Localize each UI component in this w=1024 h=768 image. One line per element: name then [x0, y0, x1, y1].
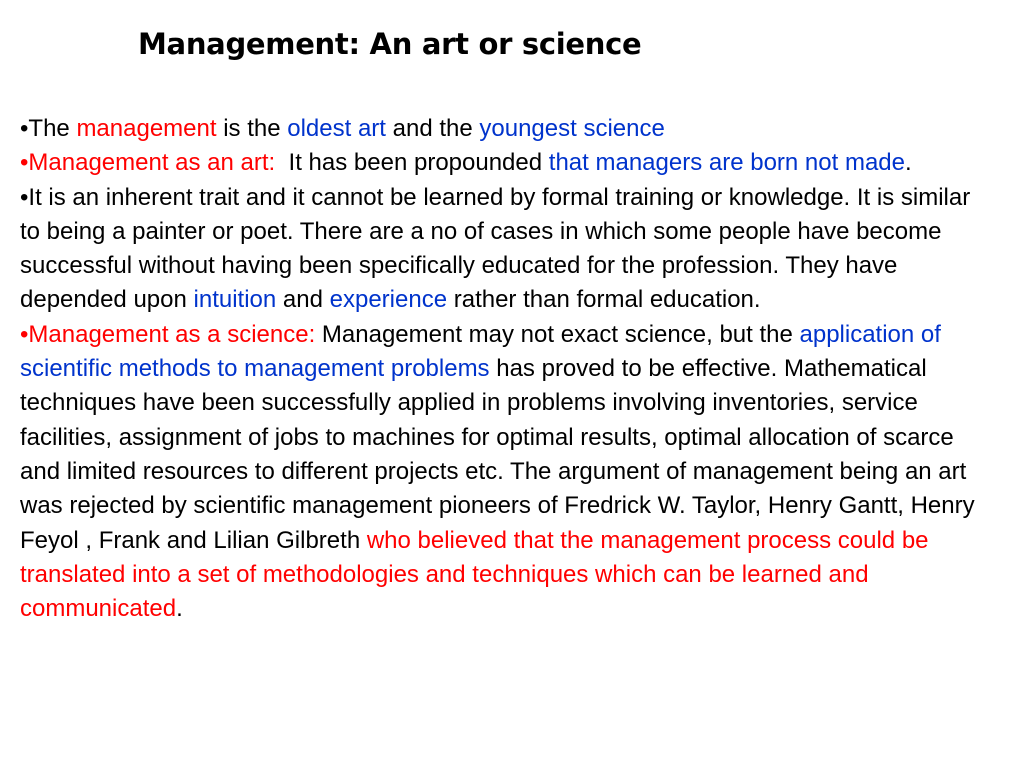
text-segment: It has been propounded: [275, 149, 549, 177]
emphasis-red: •Management as a science:: [20, 320, 316, 348]
text-segment: rather than formal education.: [447, 286, 761, 314]
bullet-oldest-art: [20, 112, 980, 146]
text-segment: is the: [216, 115, 288, 142]
text-segment: •The: [20, 115, 77, 142]
text-segment: .: [905, 149, 912, 177]
bullet-management-as-science: [20, 318, 980, 627]
emphasis-blue: oldest art: [287, 115, 386, 142]
bullet-inherent-trait: [20, 181, 980, 318]
text-segment: Management may not exact science, but the: [315, 320, 800, 348]
emphasis-blue: intuition: [193, 286, 277, 314]
text-segment: •It is an inherent trait and it cannot be learned by formal training or knowledge. It is similar to being a painter or poet. There are a no of cases in which some people have become successful without having been specifically educated for the profession. They have depended upon: [20, 183, 971, 314]
emphasis-red: •Management as an art:: [20, 149, 276, 177]
emphasis-blue: experience: [329, 286, 448, 314]
emphasis-blue: application of scientific methods to management problems: [20, 320, 941, 383]
slide-body: [20, 112, 980, 626]
bullet-management-as-art: [20, 146, 980, 180]
slide-title: Management: An art or science: [138, 27, 642, 61]
emphasis-blue: that managers are born not made: [548, 149, 905, 177]
text-segment: .: [176, 595, 183, 623]
emphasis-red: who believed that the management process could be translated into a set of methodologies and techniques which can be learned and communicated: [20, 526, 929, 623]
text-segment: has proved to be effective. Mathematical techniques have been successfully applied in problems involving inventories, service facilities, assignment of jobs to machines for optimal results, optimal allocation of scarce and limited resources to different projects etc. The argument of management being an art was rejected by scientific management pioneers of Fredrick W. Taylor, Henry Gantt, Henry Feyol , Frank and Lilian Gilbreth: [20, 355, 975, 554]
text-segment: and: [276, 286, 330, 314]
emphasis-red: management: [76, 115, 217, 142]
emphasis-blue: youngest science: [479, 115, 665, 142]
text-segment: and the: [385, 115, 480, 142]
